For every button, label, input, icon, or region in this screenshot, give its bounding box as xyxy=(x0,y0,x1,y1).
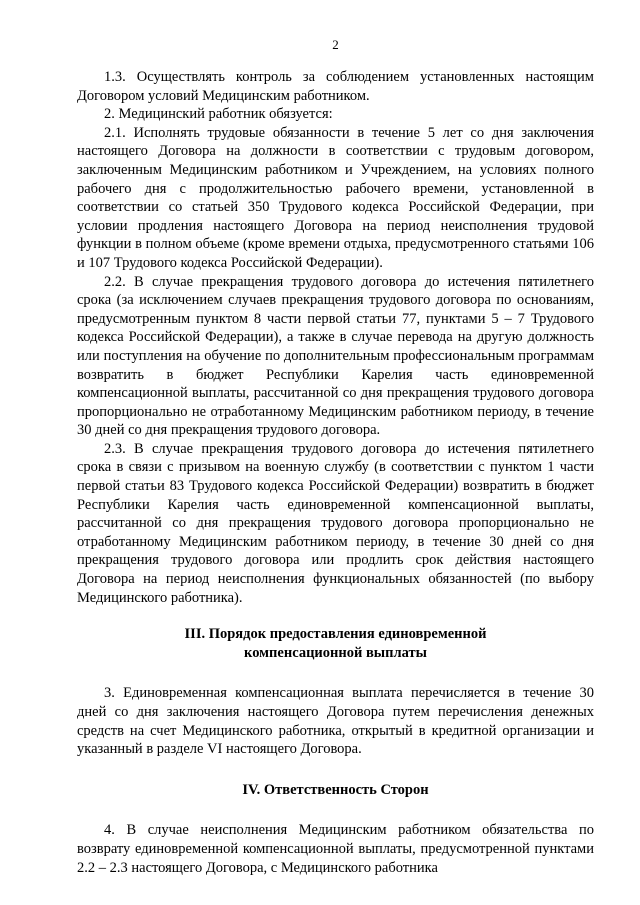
clause-3: 3. Единовременная компенсационная выплата перечисляется в течение 30 дней со дня заключения настоящего Договора путем перечисления денежных средств на счет Медицинского работника, открытый в кредитной организации и указанный в разделе VI настоящего Договора. xyxy=(77,685,594,758)
spacer xyxy=(77,799,594,821)
spacer xyxy=(77,662,594,684)
clause-2: 2. Медицинский работник обязуется: xyxy=(104,106,333,123)
spacer xyxy=(77,607,594,625)
clause-4: 4. В случае неисполнения Медицинским работником обязательства по возврату единовременной компенсационной выплаты, предусмотренной пунктами 2.2 – 2.3 настоящего Договора, с Медицинского работника xyxy=(77,822,594,876)
document-body xyxy=(77,68,594,877)
clause-2-2: 2.2. В случае прекращения трудового договора до истечения пятилетнего срока (за исключением случаев прекращения трудового договора по основаниям, предусмотренным пунктом 8 части первой статьи 77, пунктами 5 – 7 Трудового кодекса Российской Федерации), а также в случае перевода на другую должность или поступления на обучение по дополнительным профессиональным программам возвратить в бюджет Республики Карелия часть единовременной компенсационной выплаты, рассчитанной со дня прекращения трудового договора пропорционально не отработанному Медицинским работником периоду, в течение 30 дней со дня прекращения трудового договора. xyxy=(77,273,594,439)
clause-2-3: 2.3. В случае прекращения трудового договора до истечения пятилетнего срока в связи с призывом на военную службу (в соответствии с пунктом 1 части первой статьи 83 Трудового кодекса Российской Федерации) возвратить в бюджет Республики Карелия часть единовременной компенсационной выплаты, рассчитанной со дня прекращения трудового договора пропорционально не отработанному Медицинским работником периоду, в течение 30 дней со дня прекращения трудового договора или продлить срок действия настоящего Договора на период неисполнения функциональных обязанностей (по выбору Медицинского работника). xyxy=(77,440,594,606)
section-3-heading-line-1: III. Порядок предоставления единовременной xyxy=(184,626,487,643)
section-3-heading-line-2: компенсационной выплаты xyxy=(244,644,427,661)
spacer xyxy=(77,759,594,781)
clause-2-1: 2.1. Исполнять трудовые обязанности в течение 5 лет со дня заключения настоящего Договора на должности в соответствии с трудовым договором, заключенным Медицинским работником и Учреждением, на условиях полного рабочего дня с продолжительностью рабочего времени, установленной в соответствии со статьей 350 Трудового кодекса Российской Федерации, при условии продления настоящего Договора на период неисполнения трудовой функции в полном объеме (кроме времени отдыха, предусмотренного статьями 106 и 107 Трудового кодекса Российской Федерации). xyxy=(77,124,594,271)
clause-1-3: 1.3. Осуществлять контроль за соблюдением установленных настоящим Договором условий Медицинским работником. xyxy=(77,69,594,104)
page-number: 2 xyxy=(332,37,339,52)
section-4-heading: IV. Ответственность Сторон xyxy=(242,781,429,798)
